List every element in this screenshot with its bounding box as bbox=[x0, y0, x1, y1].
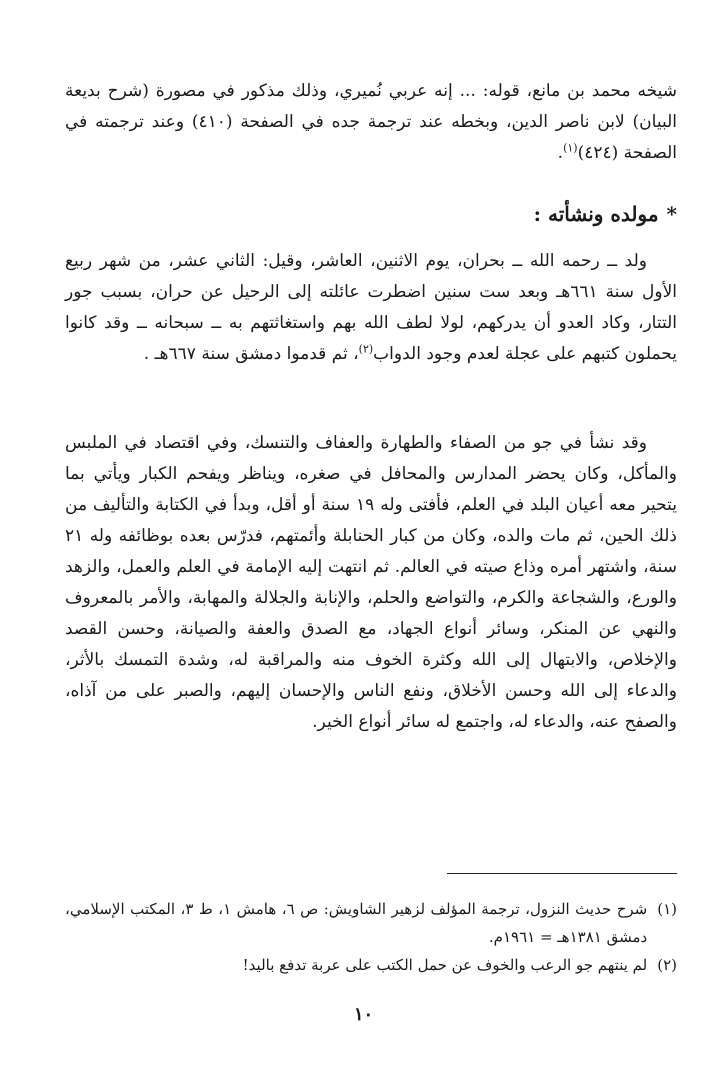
footnote-ref-2: (٢) bbox=[358, 342, 374, 356]
footnote-ref-1: (١) bbox=[563, 141, 578, 155]
footnote-number: (١) bbox=[657, 900, 677, 918]
upbringing-text: وقد نشأ في جو من الصفاء والطهارة والعفاف والتنسك، وفي اقتصاد في الملبس والمأكل، وكان يحضر المدارس والمحافل في صغره، ويناظر ويفحم الكبار ويأتي بما يتحير معه أعيان البلد في العلم، فأفتى وله ١٩ سنة أو أقل، وبدأ في الكتابة والتأليف من ذلك الحين، ثم مات والده، وكان من كبار الحنابلة وأئمتهم، فدرّس بعده بوظائفه وله ٢١ سنة، واشتهر أمره وذاع صيته في العالم. ثم انتهت إليه الإمامة في العلم والعمل، والزهد والورع، والشجاعة والكرم، والتواضع والحلم، والإنابة والجلالة والمهابة، والأمر بالمعروف والنهي عن المنكر، وسائر أنواع الجهاد، مع الصدق والعفة والصيانة، وحسن القصد والإخلاص، والابتهال إلى الله وكثرة الخوف منه والمراقبة له، وشدة التمسك بالأثر، والدعاء إلى الله وحسن الأخلاق، ونفع الناس والإحسان إليهم، والصبر على من آذاه، والصفح عنه، والدعاء له، واجتمع له سائر أنواع الخير. bbox=[65, 433, 677, 732]
footnotes bbox=[65, 895, 677, 979]
birth-text: ولد ــ رحمه الله ــ بحران، يوم الاثنين، العاشر، وقيل: الثاني عشر، من شهر ربيع الأول سنة ٦٦١هـ وبعد ست سنين اضطرت عائلته إلى الرحيل عن حران، بسبب جور التتار، وكاد العدو أن يدركهم، لولا لطف الله بهم واستغاثتهم به ــ سبحانه ــ وقد كانوا يحملون كتبهم على عجلة لعدم وجود الدواب bbox=[65, 251, 677, 364]
upbringing-paragraph bbox=[65, 428, 677, 738]
footnote-2 bbox=[65, 951, 677, 979]
star-icon: * bbox=[666, 202, 677, 226]
footnote-divider bbox=[447, 873, 677, 874]
section-heading-text: مولده ونشأته : bbox=[533, 202, 659, 226]
birth-paragraph bbox=[65, 246, 677, 370]
footnote-number: (٢) bbox=[657, 956, 677, 974]
intro-end: . bbox=[557, 143, 564, 163]
intro-paragraph bbox=[65, 76, 677, 169]
page-number: ١٠ bbox=[353, 1004, 374, 1025]
section-heading bbox=[534, 196, 677, 232]
intro-text: شيخه محمد بن مانع، قوله: ... إنه عربي نُميري، وذلك مذكور في مصورة (شرح بديعة البيان) لابن ناصر الدين، وبخطه عند ترجمة جده في الصفحة (٤١٠) وعند ترجمته في الصفحة (٤٢٤) bbox=[65, 81, 677, 163]
footnote-text: لم ينتهم جو الرعب والخوف عن حمل الكتب على عربة تدفع باليد! bbox=[242, 956, 648, 974]
birth-text-end: ، ثم قدموا دمشق سنة ٦٦٧هـ . bbox=[143, 344, 359, 364]
footnote-text: شرح حديث النزول، ترجمة المؤلف لزهير الشاويش: ص ٦، هامش ١، ط ٣، المكتب الإسلامي، دمشق ١٣٨١هـ = ١٩٦١م. bbox=[65, 900, 648, 946]
footnote-1 bbox=[65, 895, 677, 951]
